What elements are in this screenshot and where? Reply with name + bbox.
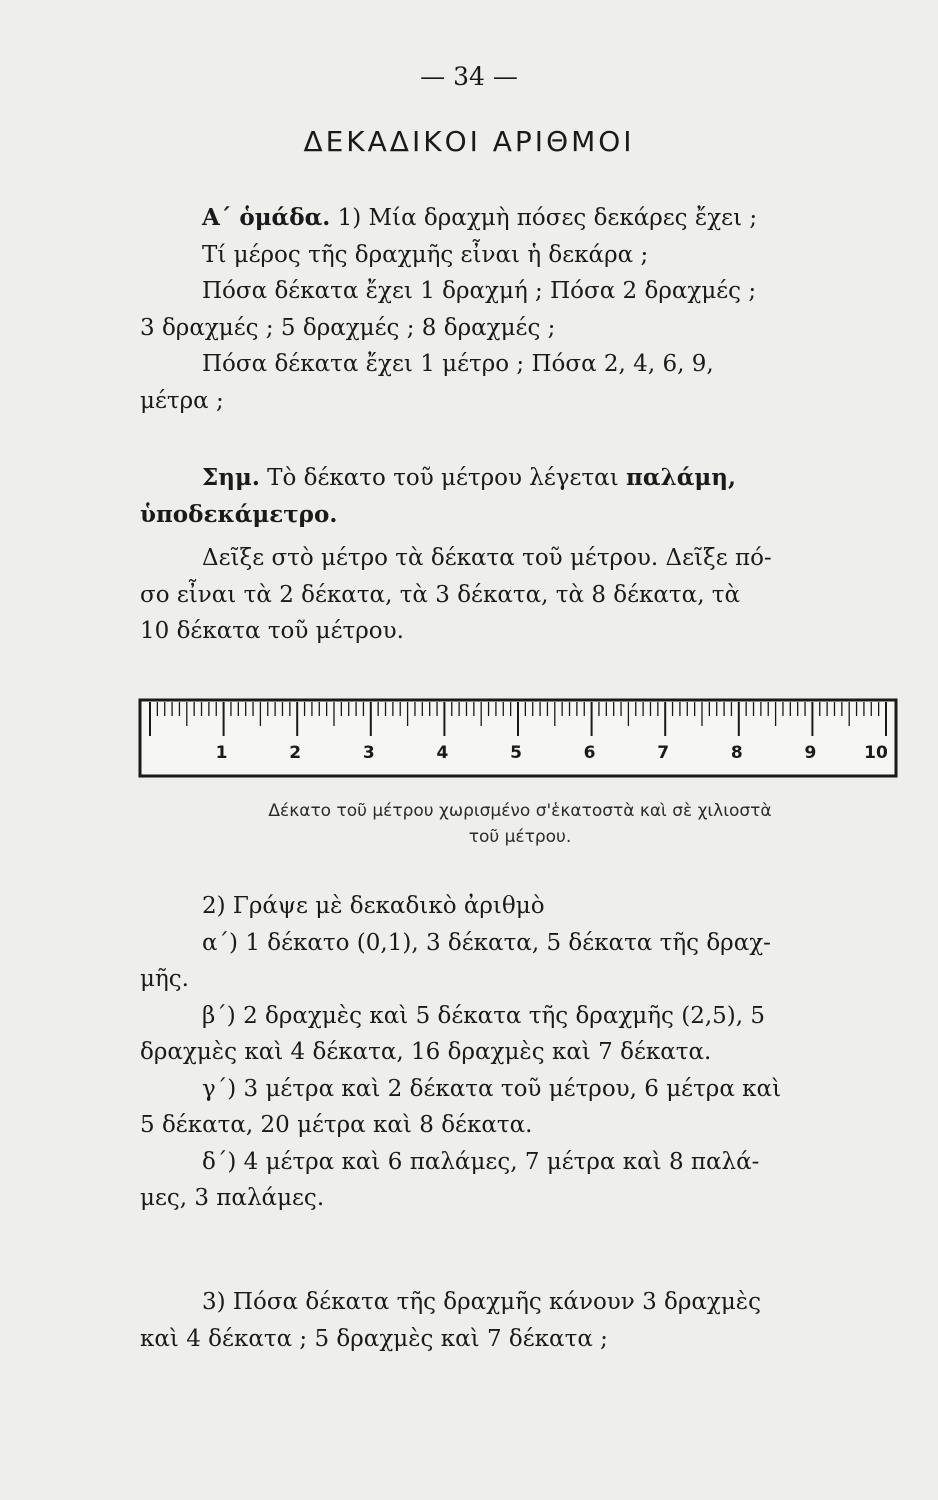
exercise-2-line-8: δ΄) 4 μέτρα καὶ 6 παλάμες, 7 μέτρα καὶ 8 παλά- (202, 1148, 760, 1175)
ruler-label: 10 (864, 743, 888, 763)
exercise-2-line-9: μες, 3 παλάμες. (140, 1185, 325, 1211)
page-number: — 34 — (420, 62, 518, 91)
group-a-line-4: 3 δραχμές ; 5 δραχμές ; 8 δραχμές ; (140, 314, 556, 341)
note-term-2: ὑποδεκάμετρο. (140, 500, 338, 528)
exercise-2-line-1: 2) Γράψε μὲ δεκαδικὸ ἀριθμὸ (202, 893, 545, 919)
show-line-1: Δεῖξε στὸ μέτρο τὰ δέκατα τοῦ μέτρου. Δεῖξε πό- (202, 545, 772, 571)
note-text: Τὸ δέκατο τοῦ μέτρου λέγεται (267, 465, 619, 491)
caption-line-1: Δέκατο τοῦ μέτρου χωρισμένο σ'ἑκατοστὰ καὶ σὲ χιλιοστὰ (268, 801, 772, 821)
show-section (140, 540, 900, 650)
ruler-label: 1 (215, 743, 228, 763)
ruler-label: 6 (583, 743, 596, 763)
exercise-2-line-3: μῆς. (140, 966, 189, 992)
note-line-1 (140, 460, 900, 497)
group-a-line-5: Πόσα δέκατα ἔχει 1 μέτρο ; Πόσα 2, 4, 6, 9, (202, 351, 714, 377)
exercise-2-line-2: α΄) 1 δέκατο (0,1), 3 δέκατα, 5 δέκατα τῆς δραχ- (202, 929, 771, 956)
exercise-2-line-5: δραχμὲς καὶ 4 δέκατα, 16 δραχμὲς καὶ 7 δέκατα. (140, 1039, 712, 1065)
caption-line-2: τοῦ μέτρου. (468, 827, 572, 847)
group-a-label: Α΄ ὁμάδα. (202, 204, 331, 231)
ruler-label: 2 (289, 743, 302, 763)
group-a-line-6: μέτρα ; (140, 387, 224, 414)
group-a-section (140, 200, 900, 419)
exercise-2-section (140, 888, 900, 1217)
show-line-2: σο εἶναι τὰ 2 δέκατα, τὰ 3 δέκατα, τὰ 8 δέκατα, τὰ (140, 581, 741, 608)
note-label: Σημ. (202, 464, 260, 491)
ruler-label: 3 (362, 743, 375, 763)
ruler-label: 4 (436, 743, 449, 763)
group-a-question-1: 1) Μία δραχμὴ πόσες δεκάρες ἔχει ; (337, 205, 758, 231)
ruler-label: 5 (510, 743, 522, 763)
figure-caption (150, 798, 890, 850)
group-a-line-3: Πόσα δέκατα ἔχει 1 δραχμή ; Πόσα 2 δραχμές ; (202, 278, 757, 304)
ruler-label: 9 (804, 743, 817, 763)
exercise-2-line-4: β΄) 2 δραχμὲς καὶ 5 δέκατα τῆς δραχμῆς (2,5), 5 (202, 1002, 765, 1029)
show-line-3: 10 δέκατα τοῦ μέτρου. (140, 618, 404, 644)
exercise-2-line-6: γ΄) 3 μέτρα καὶ 2 δέκατα τοῦ μέτρου, 6 μέτρα καὶ (202, 1075, 782, 1102)
group-a-line-1 (140, 200, 900, 237)
group-a-line-2: Τί μέρος τῆς δραχμῆς εἶναι ἡ δεκάρα ; (202, 241, 649, 268)
note-section (140, 460, 900, 533)
exercise-3-line-2: καὶ 4 δέκατα ; 5 δραχμὲς καὶ 7 δέκατα ; (140, 1325, 608, 1352)
page-title: ΔΕΚΑΔΙΚΟΙ ΑΡΙΘΜΟΙ (303, 125, 635, 158)
ruler-illustration (138, 694, 900, 780)
ruler-label: 7 (657, 743, 670, 763)
exercise-2-line-7: 5 δέκατα, 20 μέτρα καὶ 8 δέκατα. (140, 1112, 533, 1138)
exercise-3-section (140, 1284, 900, 1357)
ruler-label: 8 (730, 743, 743, 763)
exercise-3-line-1: 3) Πόσα δέκατα τῆς δραχμῆς κάνουν 3 δραχμὲς (202, 1289, 762, 1315)
ruler-figure (138, 694, 900, 780)
note-term-1: παλάμη, (626, 464, 736, 491)
